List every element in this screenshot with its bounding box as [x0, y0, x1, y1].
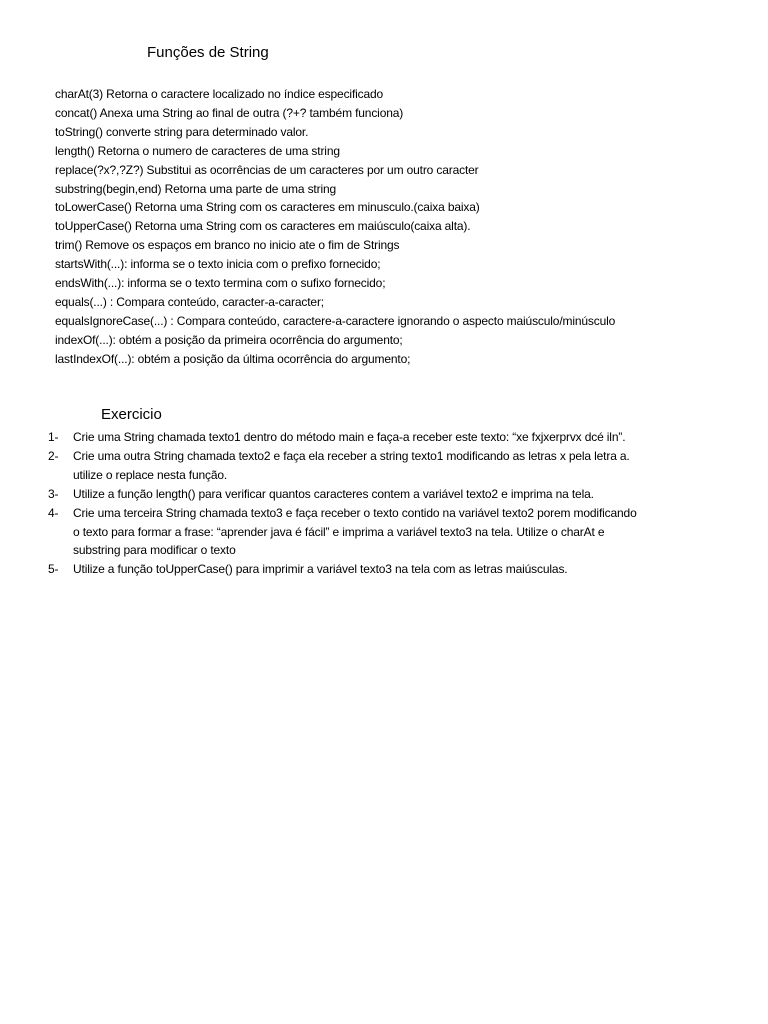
exercise-line: Crie uma String chamada texto1 dentro do método main e faça-a receber este texto: “xe fxjxerprvx dcé iln”. [73, 430, 626, 444]
function-item-concat: concat() Anexa uma String ao final de outra (?+? também funciona) [55, 105, 404, 120]
exercise-item [48, 504, 728, 561]
exercise-line: Utilize a função length() para verificar quantos caracteres contem a variável texto2 e imprima na tela. [73, 486, 594, 501]
function-item-tostring: toString() converte string para determinado valor. [55, 124, 309, 139]
exercise-line: substring para modificar o texto [73, 543, 236, 558]
function-item-endswith: endsWith(...): informa se o texto termina com o sufixo fornecido; [55, 276, 386, 291]
exercise-text [73, 504, 728, 561]
exercise-item [48, 428, 728, 447]
exercise-item [48, 485, 728, 504]
exercise-text [73, 560, 728, 579]
exercise-number: 3- [48, 486, 59, 501]
exercise-line: Utilize a função toUpperCase() para imprimir a variável texto3 na tela com as letras maiúsculas. [73, 562, 568, 577]
exercise-line: Crie uma terceira String chamada texto3 e faça receber o texto contido na variável texto2 porem modificando [73, 505, 637, 520]
exercise-line: utilize o replace nesta função. [73, 467, 228, 482]
function-item-tolowercase: toLowerCase() Retorna uma String com os caracteres em minusculo.(caixa baixa) [55, 200, 480, 215]
function-item-charat: charAt(3) Retorna o caractere localizado no índice especificado [55, 87, 384, 101]
exercise-heading: Exercicio [101, 406, 162, 423]
function-item-replace: replace(?x?,?Z?) Substitui as ocorrências de um caracteres por um outro caracter [55, 162, 479, 177]
document-title: Funções de String [147, 44, 269, 61]
exercise-number: 2- [48, 448, 59, 463]
function-item-length: length() Retorna o numero de caracteres de uma string [55, 143, 340, 158]
exercise-number: 4- [48, 505, 59, 520]
exercise-item [48, 560, 728, 579]
exercise-text [73, 485, 728, 504]
exercise-item [48, 447, 728, 485]
string-functions-list [55, 85, 615, 369]
exercise-list [48, 428, 728, 579]
exercise-number: 1- [48, 430, 59, 444]
exercise-number: 5- [48, 562, 59, 577]
exercise-line: o texto para formar a frase: “aprender java é fácil” e imprima a variável texto3 na tela. Utilize o charAt e [73, 524, 605, 539]
function-item-equalsignorecase: equalsIgnoreCase(...) : Compara conteúdo, caractere-a-caractere ignorando o aspecto maiúsculo/minúsculo [55, 313, 616, 328]
exercise-line: Crie uma outra String chamada texto2 e faça ela receber a string texto1 modificando as letras x pela letra a. [73, 448, 630, 463]
function-item-touppercase: toUpperCase() Retorna uma String com os caracteres em maiúsculo(caixa alta). [55, 219, 471, 234]
function-item-lastindexof: lastIndexOf(...): obtém a posição da última ocorrência do argumento; [55, 351, 411, 366]
function-item-startswith: startsWith(...): informa se o texto inicia com o prefixo fornecido; [55, 257, 381, 272]
exercise-text [73, 447, 728, 485]
function-item-trim: trim() Remove os espaços em branco no inicio ate o fim de Strings [55, 238, 400, 253]
function-item-substring: substring(begin,end) Retorna uma parte de uma string [55, 181, 337, 196]
function-item-indexof: indexOf(...): obtém a posição da primeira ocorrência do argumento; [55, 332, 403, 347]
function-item-equals: equals(...) : Compara conteúdo, caracter-a-caracter; [55, 294, 324, 309]
exercise-text [73, 428, 728, 447]
